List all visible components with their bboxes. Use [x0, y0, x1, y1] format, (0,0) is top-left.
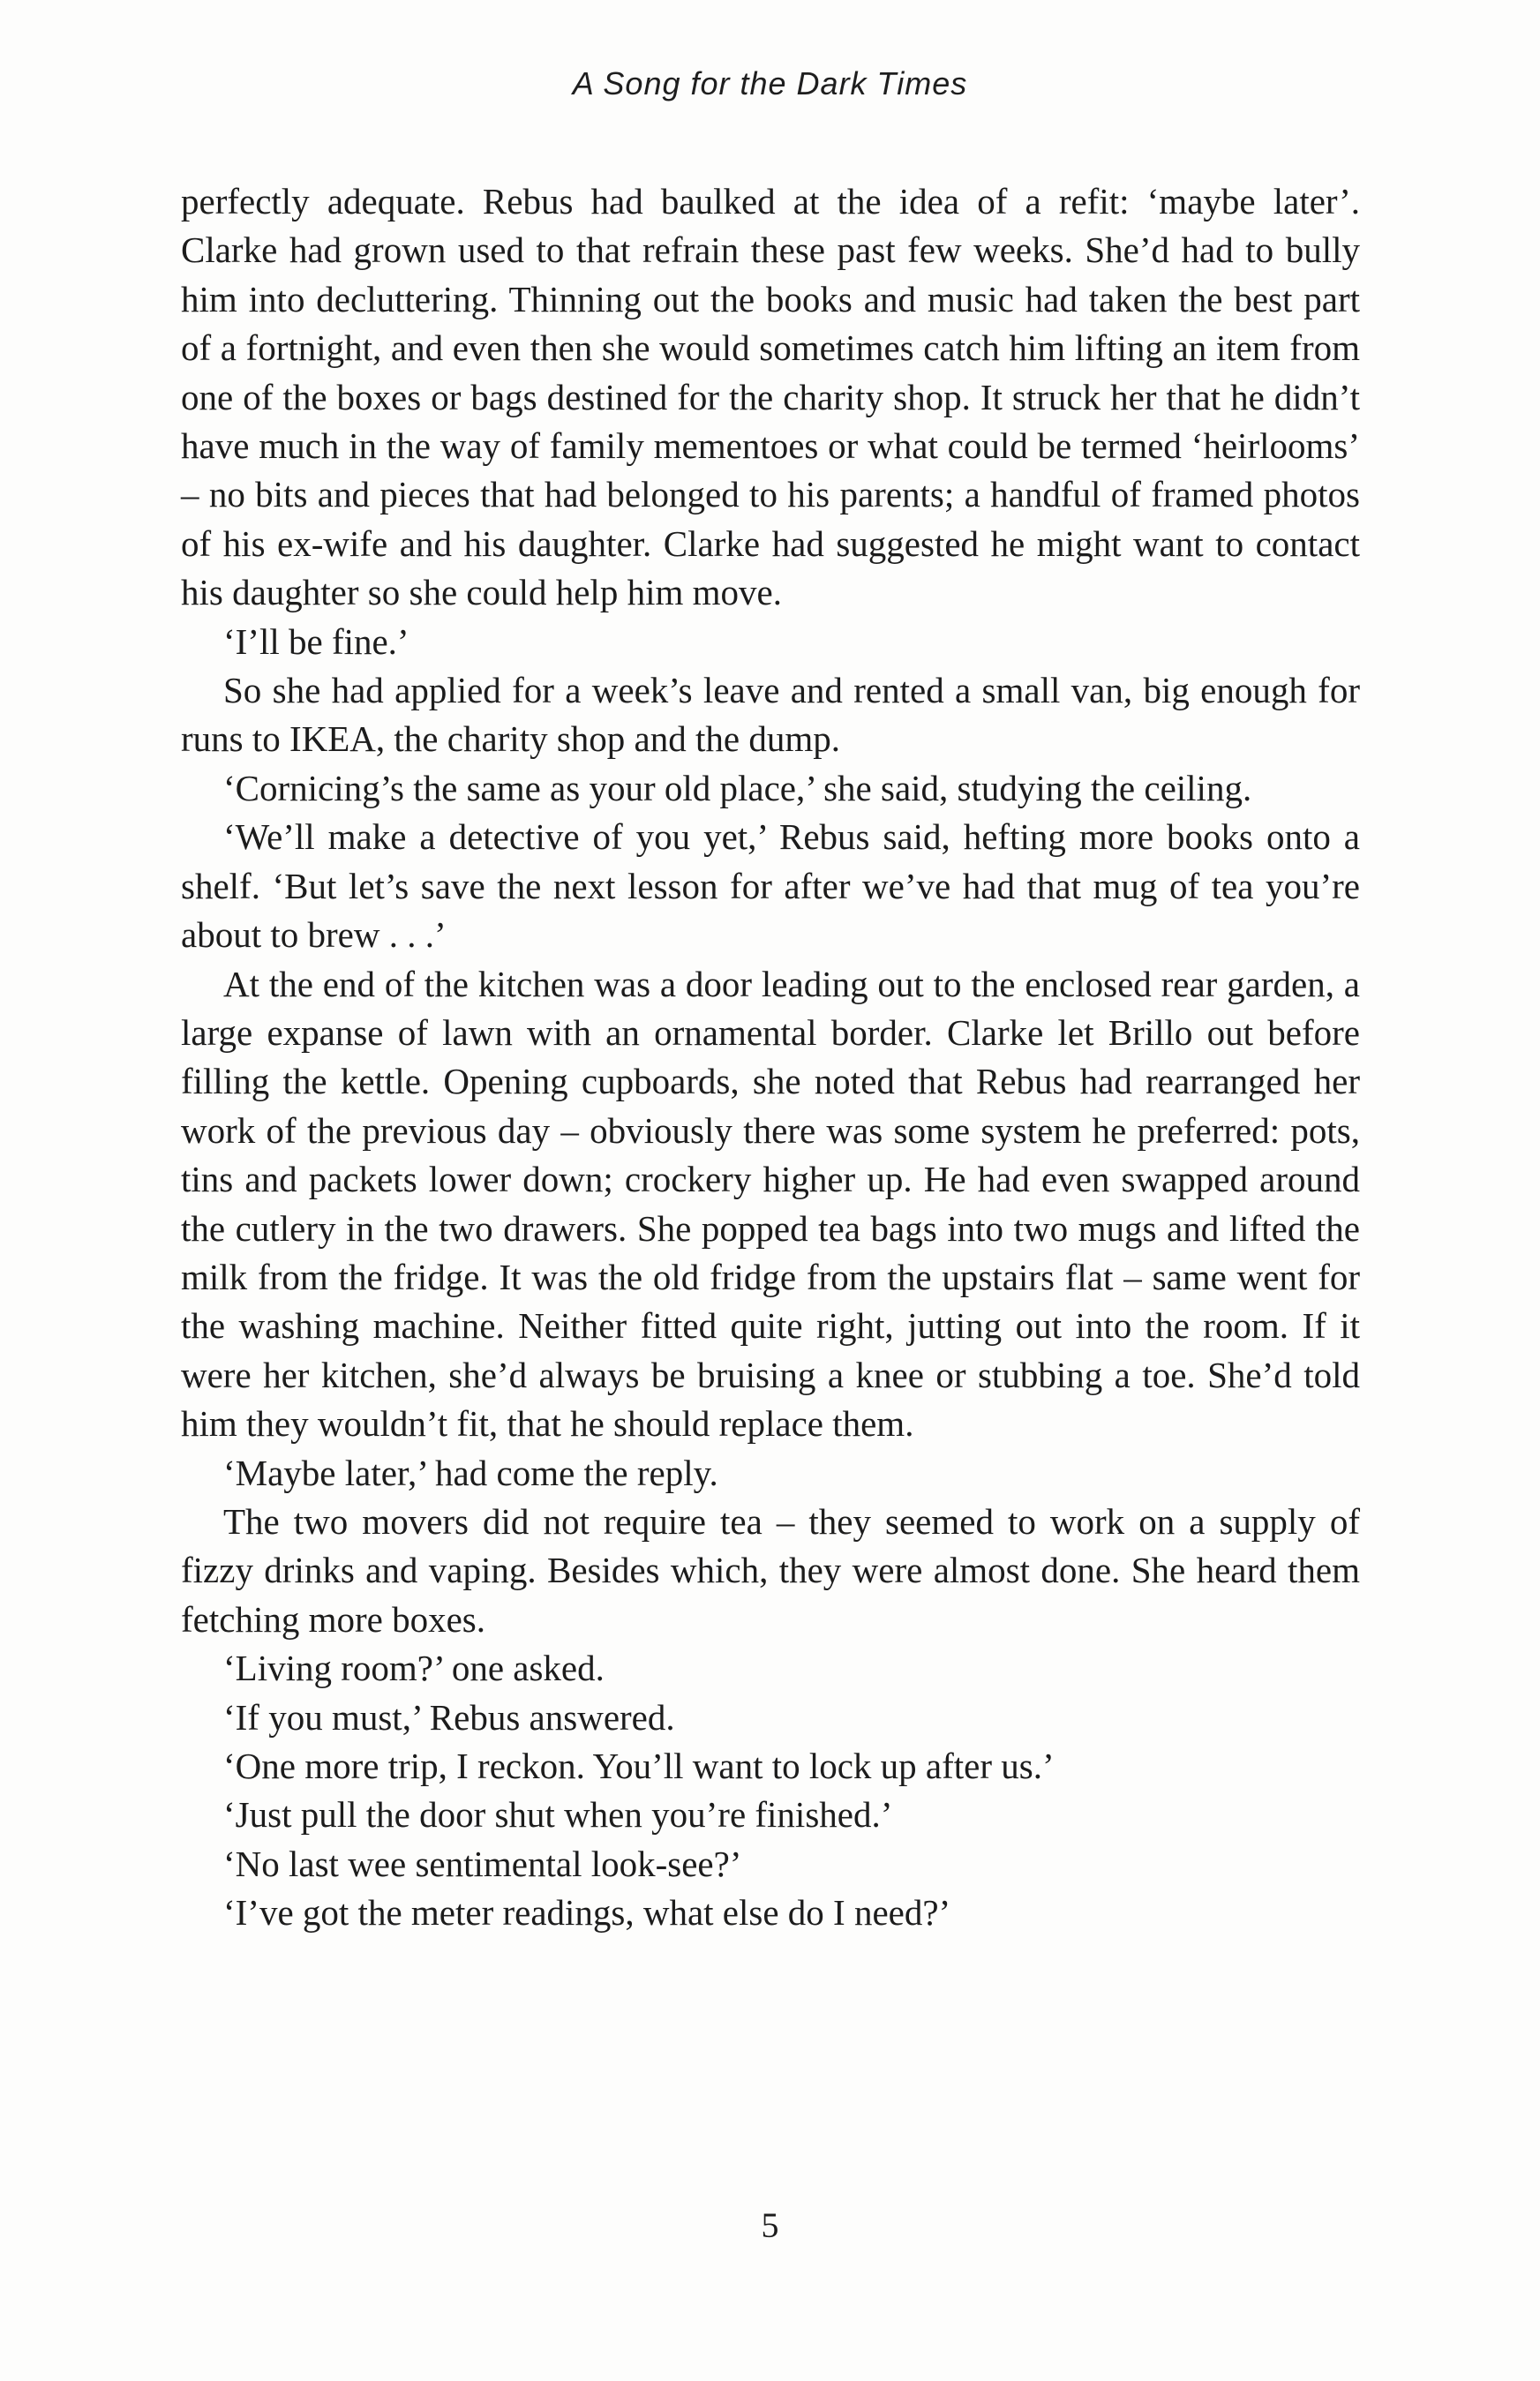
- paragraph: ‘I’ll be fine.’: [223, 620, 409, 662]
- paragraph: At the end of the kitchen was a door leading out to the enclosed rear garden, a large expanse of lawn with an ornamental border. Clarke let Brillo out before filling the kettle. Opening cupboards, she noted that Rebus had rearranged her work of the previous day – obviously there was some system he preferred: pots, tins and packets lower down; crockery higher up. He had even swapped around the cutlery in the two drawers. She popped tea bags into two mugs and lifted the milk from the fridge. It was the old fridge from the upstairs flat – same went for the washing machine. Neither fitted quite right, jutting out into the room. If it were her kitchen, she’d always be bruising a knee or stubbing a toe. She’d told him they wouldn’t fit, that he should replace them.: [181, 963, 1360, 1445]
- paragraph: ‘Living room?’ one asked.: [223, 1648, 605, 1689]
- running-head: A Song for the Dark Times: [572, 65, 968, 101]
- paragraph: ‘I’ve got the meter readings, what else do I need?’: [223, 1892, 951, 1934]
- page-number: 5: [761, 2205, 779, 2245]
- paragraph: The two movers did not require tea – they seemed to work on a supply of fizzy drinks and vaping. Besides which, they were almost done. She heard them fetching more boxes.: [181, 1500, 1360, 1640]
- paragraph: ‘No last wee sentimental look-see?’: [223, 1843, 742, 1884]
- paragraph: ‘Just pull the door shut when you’re finished.’: [223, 1794, 893, 1836]
- paragraph: ‘If you must,’ Rebus answered.: [223, 1696, 675, 1738]
- paragraph: ‘One more trip, I reckon. You’ll want to lock up after us.’: [223, 1746, 1055, 1786]
- paragraph: ‘We’ll make a detective of you yet,’ Rebus said, hefting more books onto a shelf. ‘But let’s save the next lesson for after we’ve had that mug of tea you’re about to brew . . .’: [181, 816, 1360, 956]
- paragraph: ‘Cornicing’s the same as your old place,’ she said, studying the ceiling.: [223, 767, 1252, 808]
- paragraph: ‘Maybe later,’ had come the reply.: [223, 1452, 718, 1493]
- paragraph: perfectly adequate. Rebus had baulked at the idea of a refit: ‘maybe later’. Clarke had grown used to that refrain these past few weeks. She’d had to bully him into decluttering. Thinning out the books and music had taken the best part of a fortnight, and even then she would sometimes catch him lifting an item from one of the boxes or bags destined for the charity shop. It struck her that he didn’t have much in the way of family mementoes or what could be termed ‘heirlooms’ – no bits and pieces that had belonged to his parents; a handful of framed photos of his ex-wife and his daughter. Clarke had suggested he might want to contact his daughter so she could help him move.: [181, 181, 1360, 613]
- paragraph: So she had applied for a week’s leave and rented a small van, big enough for runs to IKEA, the charity shop and the dump.: [181, 670, 1360, 760]
- body-text: [181, 177, 1360, 1938]
